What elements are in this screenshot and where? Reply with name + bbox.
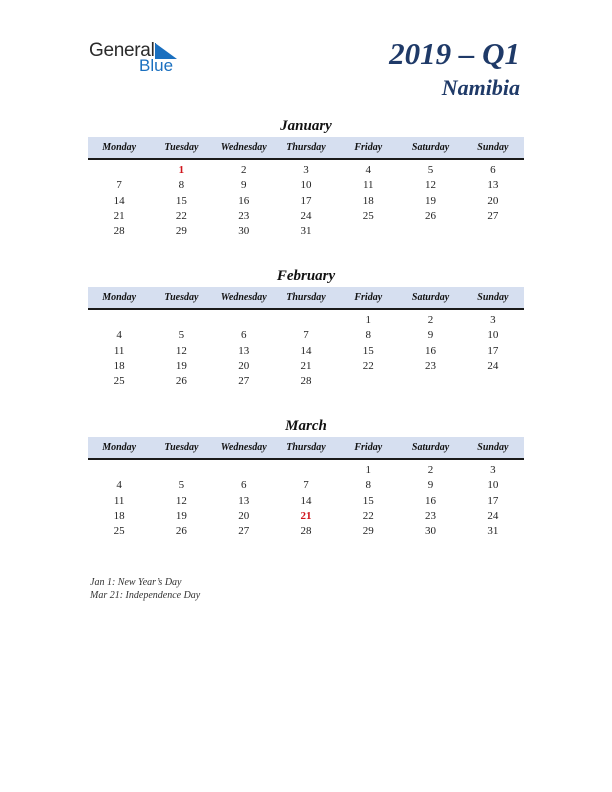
weekday-label: Sunday xyxy=(477,442,509,453)
day-cell: 26 xyxy=(175,375,187,388)
day-cell: 20 xyxy=(238,359,250,372)
week-row xyxy=(88,313,524,328)
day-cell: 23 xyxy=(425,509,437,522)
day-cell: 10 xyxy=(487,329,499,342)
weekday-header-row xyxy=(88,287,524,310)
day-cell: 13 xyxy=(238,344,250,357)
day-cell: 30 xyxy=(425,525,437,538)
day-cell: 23 xyxy=(238,209,250,222)
day-cell: 12 xyxy=(425,179,437,192)
day-cell: 13 xyxy=(487,179,499,192)
day-cell: 2 xyxy=(427,464,434,476)
day-cell: 21 xyxy=(300,509,312,522)
weekday-header-row xyxy=(88,437,524,460)
day-cell: 6 xyxy=(490,164,496,176)
weekday-label: Thursday xyxy=(286,292,326,303)
holiday-notes xyxy=(90,576,200,602)
day-cell: 26 xyxy=(175,525,187,538)
day-cell xyxy=(88,163,150,178)
holiday-note: Mar 21: Independence Day xyxy=(90,590,201,601)
week-row xyxy=(88,524,524,539)
day-cell xyxy=(462,224,524,239)
weekday-label: Wednesday xyxy=(220,292,267,303)
weekday-label: Friday xyxy=(354,142,383,153)
day-cell xyxy=(399,224,461,239)
day-cell: 9 xyxy=(427,479,434,492)
week-row xyxy=(88,344,524,359)
day-cell: 16 xyxy=(425,344,437,357)
month-calendar-january xyxy=(88,117,524,239)
day-cell: 19 xyxy=(175,509,187,522)
day-cell: 4 xyxy=(116,329,122,342)
month-name: February xyxy=(276,268,336,284)
day-cell: 11 xyxy=(113,494,125,507)
country-name: Namibia xyxy=(441,75,520,100)
weekday-label: Monday xyxy=(102,442,137,453)
week-row xyxy=(88,194,524,209)
logo-text-blue: Blue xyxy=(139,56,174,75)
day-cell xyxy=(462,374,524,389)
weekday-label: Friday xyxy=(354,292,383,303)
day-cell: 5 xyxy=(178,479,185,492)
weekday-label: Sunday xyxy=(477,292,509,303)
day-cell: 8 xyxy=(178,179,185,192)
day-cell: 16 xyxy=(238,194,250,207)
day-cell: 15 xyxy=(175,194,187,207)
weekday-label: Monday xyxy=(102,292,137,303)
day-cell xyxy=(150,313,212,328)
week-row xyxy=(88,494,524,509)
day-cell xyxy=(399,374,461,389)
day-cell: 7 xyxy=(116,179,122,192)
month-calendar-march xyxy=(88,417,524,539)
day-cell: 29 xyxy=(362,525,374,538)
logo-text-general: General xyxy=(89,40,155,61)
day-cell: 6 xyxy=(240,479,247,492)
day-cell: 21 xyxy=(113,209,125,222)
day-cell: 10 xyxy=(300,179,312,192)
day-cell: 1 xyxy=(365,314,372,326)
weekday-label: Wednesday xyxy=(220,442,267,453)
day-cell: 7 xyxy=(303,329,309,342)
day-cell: 26 xyxy=(425,209,437,222)
day-cell: 19 xyxy=(175,359,187,372)
day-cell: 17 xyxy=(300,194,312,207)
week-row xyxy=(88,224,524,239)
day-cell: 27 xyxy=(238,375,250,388)
weekday-label: Friday xyxy=(354,442,383,453)
day-cell: 5 xyxy=(427,164,434,176)
day-cell: 23 xyxy=(425,359,437,372)
day-cell: 20 xyxy=(487,194,499,207)
day-cell: 9 xyxy=(427,329,434,342)
day-cell: 4 xyxy=(116,479,122,492)
day-cell: 18 xyxy=(113,359,125,372)
weekday-label: Tuesday xyxy=(164,142,199,153)
day-cell: 22 xyxy=(362,509,374,522)
day-cell: 3 xyxy=(490,464,496,476)
weekday-label: Tuesday xyxy=(164,442,199,453)
day-cell: 8 xyxy=(365,329,372,342)
day-cell: 11 xyxy=(113,344,125,357)
day-cell: 17 xyxy=(487,344,499,357)
month-name: March xyxy=(285,418,327,434)
day-cell: 5 xyxy=(178,329,185,342)
day-cell xyxy=(213,313,275,328)
day-cell: 13 xyxy=(238,494,250,507)
day-cell: 25 xyxy=(113,375,125,388)
day-cell: 27 xyxy=(238,525,250,538)
day-cell: 11 xyxy=(362,179,374,192)
day-cell: 24 xyxy=(300,209,312,222)
weekday-label: Sunday xyxy=(477,142,509,153)
day-cell: 30 xyxy=(238,225,250,238)
day-cell: 12 xyxy=(175,344,187,357)
week-row xyxy=(88,509,524,524)
weekday-label: Monday xyxy=(102,142,137,153)
day-cell: 3 xyxy=(490,314,496,326)
day-cell xyxy=(213,463,275,478)
weekday-label: Saturday xyxy=(411,292,450,303)
day-cell: 25 xyxy=(362,209,374,222)
week-row xyxy=(88,478,524,493)
brand-logo xyxy=(89,40,189,76)
day-cell: 2 xyxy=(240,164,247,176)
day-cell: 20 xyxy=(238,509,250,522)
day-cell: 29 xyxy=(175,225,187,238)
day-cell: 27 xyxy=(487,209,499,222)
weekday-label: Thursday xyxy=(286,442,326,453)
day-cell: 16 xyxy=(425,494,437,507)
day-cell: 18 xyxy=(362,194,374,207)
day-cell xyxy=(275,313,337,328)
day-cell: 28 xyxy=(300,375,312,388)
day-cell xyxy=(337,224,399,239)
weekday-label: Tuesday xyxy=(164,292,199,303)
day-cell: 22 xyxy=(362,359,374,372)
day-cell: 14 xyxy=(300,494,312,507)
month-calendar-february xyxy=(88,267,524,389)
day-cell: 4 xyxy=(365,164,372,176)
week-row xyxy=(88,178,524,193)
weekday-label: Thursday xyxy=(286,142,326,153)
day-cell: 18 xyxy=(113,509,125,522)
week-row xyxy=(88,328,524,343)
week-row xyxy=(88,374,524,389)
day-cell: 9 xyxy=(240,179,247,192)
day-cell: 31 xyxy=(300,225,312,238)
day-cell: 3 xyxy=(303,164,309,176)
holiday-note: Jan 1: New Year’s Day xyxy=(90,577,182,588)
day-cell: 21 xyxy=(300,359,312,372)
day-cell xyxy=(337,374,399,389)
day-cell: 31 xyxy=(487,525,499,538)
week-row xyxy=(88,359,524,374)
day-cell xyxy=(88,313,150,328)
day-cell: 17 xyxy=(487,494,499,507)
day-cell: 12 xyxy=(175,494,187,507)
day-cell: 8 xyxy=(365,479,372,492)
day-cell: 19 xyxy=(425,194,437,207)
day-cell xyxy=(88,463,150,478)
day-cell: 7 xyxy=(303,479,309,492)
day-cell xyxy=(275,463,337,478)
day-cell: 14 xyxy=(300,344,312,357)
day-cell: 22 xyxy=(175,209,187,222)
day-cell: 25 xyxy=(113,525,125,538)
day-cell: 28 xyxy=(300,525,312,538)
day-cell xyxy=(150,463,212,478)
day-cell: 6 xyxy=(240,329,247,342)
month-name: January xyxy=(280,118,332,134)
day-cell: 14 xyxy=(113,194,125,207)
day-cell: 2 xyxy=(427,314,434,326)
weekday-label: Saturday xyxy=(411,142,450,153)
week-row xyxy=(88,209,524,224)
week-row xyxy=(88,163,524,178)
weekday-header-row xyxy=(88,137,524,160)
weekday-label: Saturday xyxy=(411,442,450,453)
day-cell: 1 xyxy=(178,164,185,176)
day-cell: 24 xyxy=(487,359,499,372)
day-cell: 1 xyxy=(365,464,372,476)
page-title: 2019 – Q1 xyxy=(389,36,520,71)
day-cell: 28 xyxy=(113,225,125,238)
week-row xyxy=(88,463,524,478)
day-cell: 15 xyxy=(362,344,374,357)
day-cell: 24 xyxy=(487,509,499,522)
day-cell: 10 xyxy=(487,479,499,492)
weekday-label: Wednesday xyxy=(220,142,267,153)
day-cell: 15 xyxy=(362,494,374,507)
